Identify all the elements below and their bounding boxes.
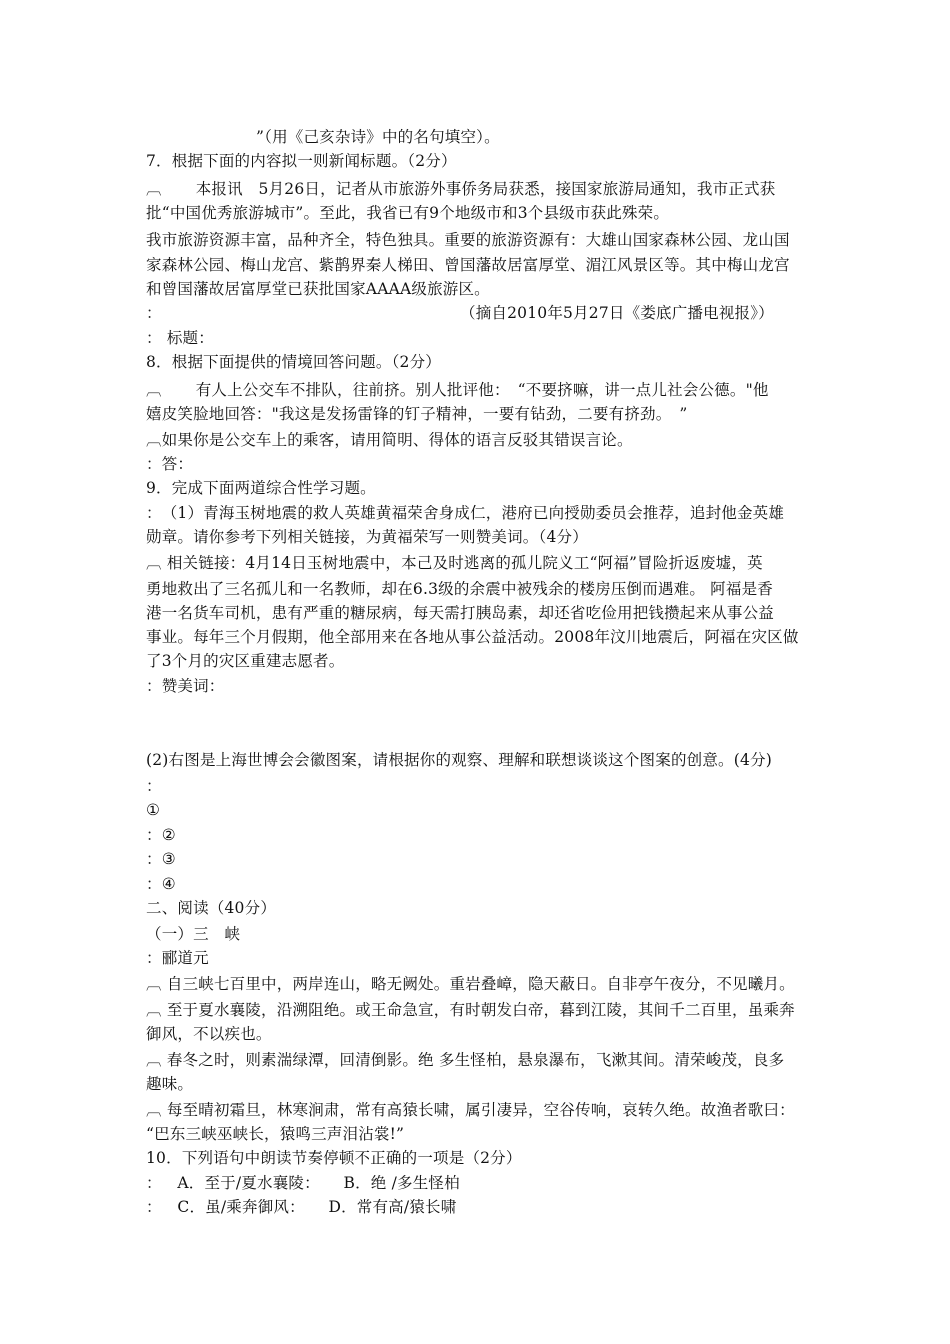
answer-line: ：答： bbox=[146, 455, 194, 473]
praise-answer-line: ：赞美词： bbox=[146, 677, 225, 695]
cont-marker: ： bbox=[146, 826, 162, 844]
passage-paragraph-4: ︹ 每至晴初霜旦，林寒涧肃，常有高猿长啸，属引凄异，空谷传响，哀转久绝。故渔者歌曰： bbox=[146, 1101, 795, 1119]
cont-marker: ： bbox=[146, 949, 162, 967]
para-marker: ︹ bbox=[146, 1101, 162, 1119]
answer-item-2: ：② bbox=[146, 826, 176, 844]
cont-marker: ： bbox=[146, 1174, 162, 1192]
answer-item-1: ① bbox=[146, 801, 161, 819]
scenario-prompt: ︹如果你是公交车上的乘客，请用简明、得体的语言反驳其错误言论。 bbox=[146, 431, 633, 449]
title-answer-line: ： 标题： bbox=[146, 329, 214, 347]
news-line: 和曾国藩故居富厚堂已获批国家AAAA级旅游区。 bbox=[146, 280, 490, 298]
passage-author: ：郦道元 bbox=[146, 949, 209, 967]
cont-marker: ： bbox=[146, 304, 162, 322]
section-heading: 二、阅读（40分） bbox=[146, 899, 277, 917]
cont-marker: ： bbox=[146, 875, 162, 893]
related-link-line: 了3个月的灾区重建志愿者。 bbox=[146, 652, 345, 670]
para-marker: ︹ bbox=[146, 431, 162, 449]
passage-paragraph-3: ︹ 春冬之时，则素湍绿潭，回清倒影。绝 多生怪柏，悬泉瀑布，飞漱其间。清荣峻茂，良多 bbox=[146, 1051, 785, 1069]
option-row-ab: ： A．至于/夏水襄陵： B．绝 /多生怪柏 bbox=[146, 1174, 460, 1192]
passage-paragraph-2: ︹ 至于夏水襄陵，沿溯阻绝。或王命急宣，有时朝发白帝，暮到江陵，其间千二百里，虽乘奔 bbox=[146, 1001, 795, 1019]
news-line: 批“中国优秀旅游城市”。至此，我省已有9个地级市和3个县级市获此殊荣。 bbox=[146, 204, 670, 222]
question-9-2: (2)右图是上海世博会会徽图案，请根据你的观察、理解和联想谈谈这个图案的创意。(4分) bbox=[146, 751, 773, 769]
para-marker: ︹ bbox=[146, 1051, 162, 1069]
fill-blank-tail: ”（用《己亥杂诗》中的名句填空）。 bbox=[256, 128, 500, 146]
related-link-line: 港一名货车司机，患有严重的糖尿病，每天需打胰岛素，却还省吃俭用把钱攒起来从事公益 bbox=[146, 604, 775, 622]
cont-marker: ： bbox=[146, 677, 162, 695]
cont-marker: ： bbox=[146, 504, 162, 522]
para-marker: ︹ bbox=[146, 554, 162, 572]
passage-line: 御风，不以疾也。 bbox=[146, 1025, 272, 1043]
option-row-cd: ： C．虽/乘奔御风： D．常有高/猿长啸 bbox=[146, 1198, 457, 1216]
news-line: 家森林公园、梅山龙宫、紫鹊界秦人梯田、曾国藩故居富厚堂、湄江风景区等。其中梅山龙宫 bbox=[146, 256, 790, 274]
cont-marker: ： bbox=[146, 329, 162, 347]
question-7: 7．根据下面的内容拟一则新闻标题。（2分） bbox=[146, 152, 457, 170]
cont-marker: ： bbox=[146, 777, 162, 795]
news-source-row bbox=[146, 303, 162, 323]
related-link-line: 事业。每年三个月假期，他全部用来在各地从事公益活动。2008年汶川地震后，阿福在灾区做 bbox=[146, 628, 799, 646]
passage-line: 趣味。 bbox=[146, 1075, 194, 1093]
para-marker: ︹ bbox=[146, 975, 162, 993]
blank-marker-line bbox=[146, 776, 162, 796]
question-9: 9．完成下面两道综合性学习题。 bbox=[146, 479, 376, 497]
para-marker: ︹ bbox=[146, 381, 162, 399]
para-marker: ︹ bbox=[146, 180, 162, 198]
related-link-line: 勇地救出了三名孤儿和一名教师，却在6.3级的余震中被残余的楼房压倒而遇难。 阿福是香 bbox=[146, 580, 773, 598]
passage-paragraph-1: ︹ 自三峡七百里中，两岸连山，略无阙处。重岩叠嶂，隐天蔽日。自非亭午夜分，不见曦月。 bbox=[146, 975, 795, 993]
question-10: 10．下列语句中朗读节奏停顿不正确的一项是（2分） bbox=[146, 1149, 522, 1167]
question-8: 8．根据下面提供的情境回答问题。（2分） bbox=[146, 353, 441, 371]
cont-marker: ： bbox=[146, 1198, 162, 1216]
cont-marker: ： bbox=[146, 850, 162, 868]
news-paragraph-1: ︹ 本报讯 5月26日，记者从市旅游外事侨务局获悉，接国家旅游局通知，我市正式获 bbox=[146, 180, 776, 198]
answer-item-4: ：④ bbox=[146, 875, 176, 893]
news-paragraph-2: 我市旅游资源丰富，品种齐全，特色独具。重要的旅游资源有：大雄山国家森林公园、龙山国 bbox=[146, 231, 790, 249]
answer-item-3: ：③ bbox=[146, 850, 176, 868]
cont-marker: ： bbox=[146, 455, 162, 473]
related-link-paragraph: ︹ 相关链接：4月14日玉树地震中，本己及时逃离的孤儿院义工“阿福”冒险折返废墟，英 bbox=[146, 554, 763, 572]
question-9-1: ：（1）青海玉树地震的救人英雄黄福荣舍身成仁，港府已向授勋委员会推荐，追封他金英雄 bbox=[146, 504, 785, 522]
question-9-1-line: 勋章。请你参考下列相关链接，为黄福荣写一则赞美词。（4分） bbox=[146, 528, 588, 546]
news-source: （摘自2010年5月27日《娄底广播电视报》） bbox=[460, 304, 774, 322]
para-marker: ︹ bbox=[146, 1001, 162, 1019]
scenario-line: 嬉皮笑脸地回答："我这是发扬雷锋的钉子精神，一要有钻劲，二要有挤劲。 ” bbox=[146, 405, 688, 423]
passage-title: （一）三 峡 bbox=[146, 925, 241, 943]
passage-line: “巴东三峡巫峡长，猿鸣三声泪沾裳!” bbox=[146, 1125, 405, 1143]
scenario-paragraph: ︹ 有人上公交车不排队，往前挤。别人批评他： “不要挤嘛，讲一点儿社会公德。"他 bbox=[146, 381, 769, 399]
